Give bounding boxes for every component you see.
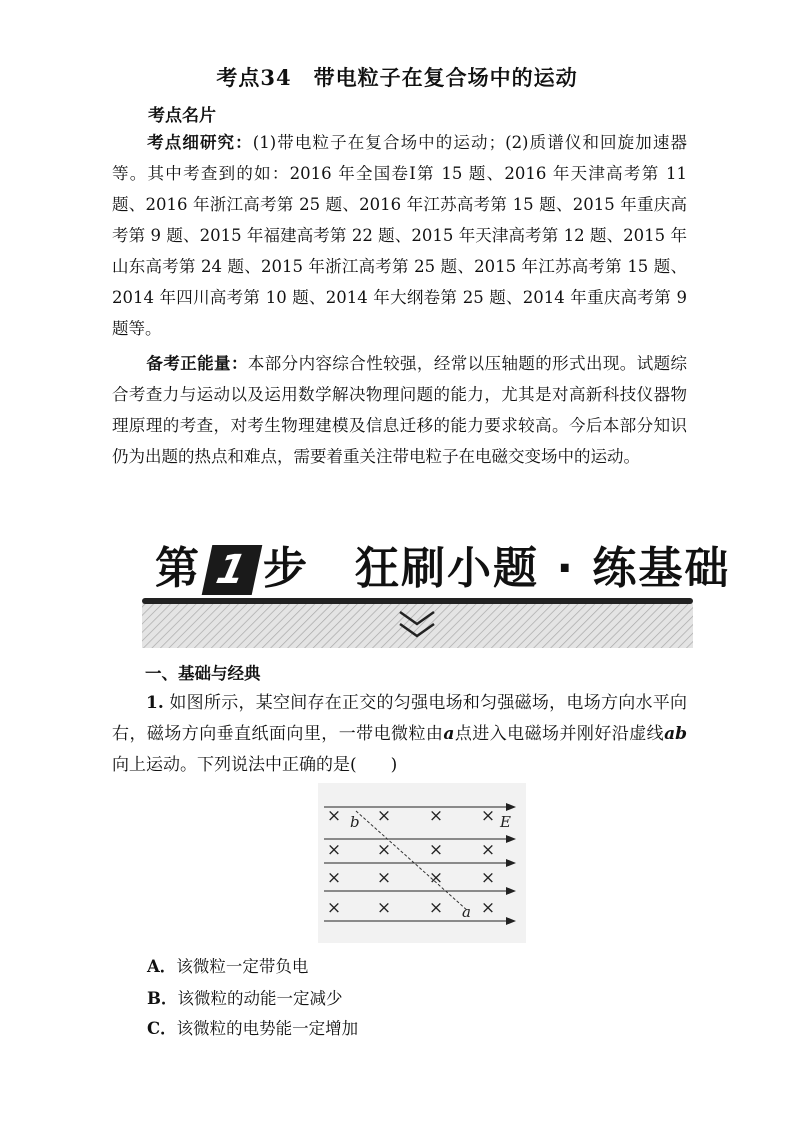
option-b-text: 该微粒的动能一定减少 xyxy=(177,989,343,1008)
section-subheading: 考点名片 xyxy=(148,106,216,126)
research-text: (1)带电粒子在复合场中的运动；(2)质谱仪和回旋加速器等。其中考查到的如：2016 年全国卷Ⅰ第 15 题、2016 年天津高考第 11 题、2016 年浙江高考第 25 题、2016 年江苏高考第 15 题、2015 年重庆高考第 9 题、2015 年福建高考第 22 题、2015 年天津高考第 12 题、2015 年山东高考第 24 题、2015 年浙江高考第 25 题、2015 年江苏高考第 15 题、2014 年四川高考第 10 题、2014 年大纲卷第 25 题、2014 年重庆高考第 9 题等。 xyxy=(112,133,688,338)
svg-text:×: × xyxy=(480,840,496,860)
svg-text:×: × xyxy=(480,868,496,888)
label-a: a xyxy=(462,903,471,921)
page-title: 考点34 带电粒子在复合场中的运动 xyxy=(216,65,578,90)
option-c-label: C． xyxy=(147,1019,177,1038)
svg-text:×: × xyxy=(376,806,392,826)
svg-text:×: × xyxy=(326,868,342,888)
research-lead: 考点细研究： xyxy=(146,133,253,152)
energy-lead: 备考正能量： xyxy=(146,354,248,373)
svg-text:×: × xyxy=(376,840,392,860)
question-number: 1. xyxy=(146,693,164,713)
option-c xyxy=(147,1015,358,1039)
option-a-text: 该微粒一定带负电 xyxy=(176,957,309,976)
svg-text:×: × xyxy=(326,898,342,918)
svg-text:×: × xyxy=(326,840,342,860)
section-title: 一、基础与经典 xyxy=(145,664,261,683)
research-paragraph xyxy=(112,127,687,344)
banner-suffix: 步 狂刷小题 · 练基础 xyxy=(263,543,731,594)
option-a-label: A． xyxy=(147,957,177,976)
step-banner-title xyxy=(155,532,730,596)
option-b-label: B． xyxy=(147,989,178,1008)
step-banner-band xyxy=(142,598,693,648)
label-E: E xyxy=(500,813,511,831)
question-text-2: 点进入电磁场并刚好沿虚线 xyxy=(454,724,665,744)
option-c-text: 该微粒的电势能一定增加 xyxy=(176,1019,359,1038)
question-text-3: 向上运动。下列说法中正确的是( ) xyxy=(112,755,398,775)
svg-text:×: × xyxy=(480,806,496,826)
point-a-label: a xyxy=(443,724,455,744)
energy-text: 本部分内容综合性较强，经常以压轴题的形式出现。试题综合考查力与运动以及运用数学解决物理问题的能力，尤其是对高新科技仪器物理原理的考查，对考生物理建模及信息迁移的能力要求较高。今后本部分知识仍为出题的热点和难点，需要着重关注带电粒子在电磁交变场中的运动。 xyxy=(112,354,687,466)
option-a xyxy=(147,953,308,977)
line-ab-label: ab xyxy=(664,724,687,744)
question-1 xyxy=(112,688,687,781)
banner-prefix: 第 xyxy=(155,543,201,594)
svg-text:×: × xyxy=(326,806,342,826)
svg-text:×: × xyxy=(428,806,444,826)
question-text: 如图所示，某空间存在正交的匀强电场和匀强磁场，电场方向水平向右，磁场方向垂直纸面向里，一带电微粒由 xyxy=(112,693,688,744)
svg-text:×: × xyxy=(428,898,444,918)
label-b: b xyxy=(350,813,360,831)
svg-text:×: × xyxy=(428,868,444,888)
option-b xyxy=(147,985,342,1009)
step-number-badge: 1 xyxy=(202,545,263,595)
field-diagram xyxy=(318,783,526,943)
svg-text:×: × xyxy=(376,898,392,918)
energy-paragraph xyxy=(112,348,687,472)
svg-text:×: × xyxy=(376,868,392,888)
svg-text:×: × xyxy=(480,898,496,918)
svg-text:×: × xyxy=(428,840,444,860)
